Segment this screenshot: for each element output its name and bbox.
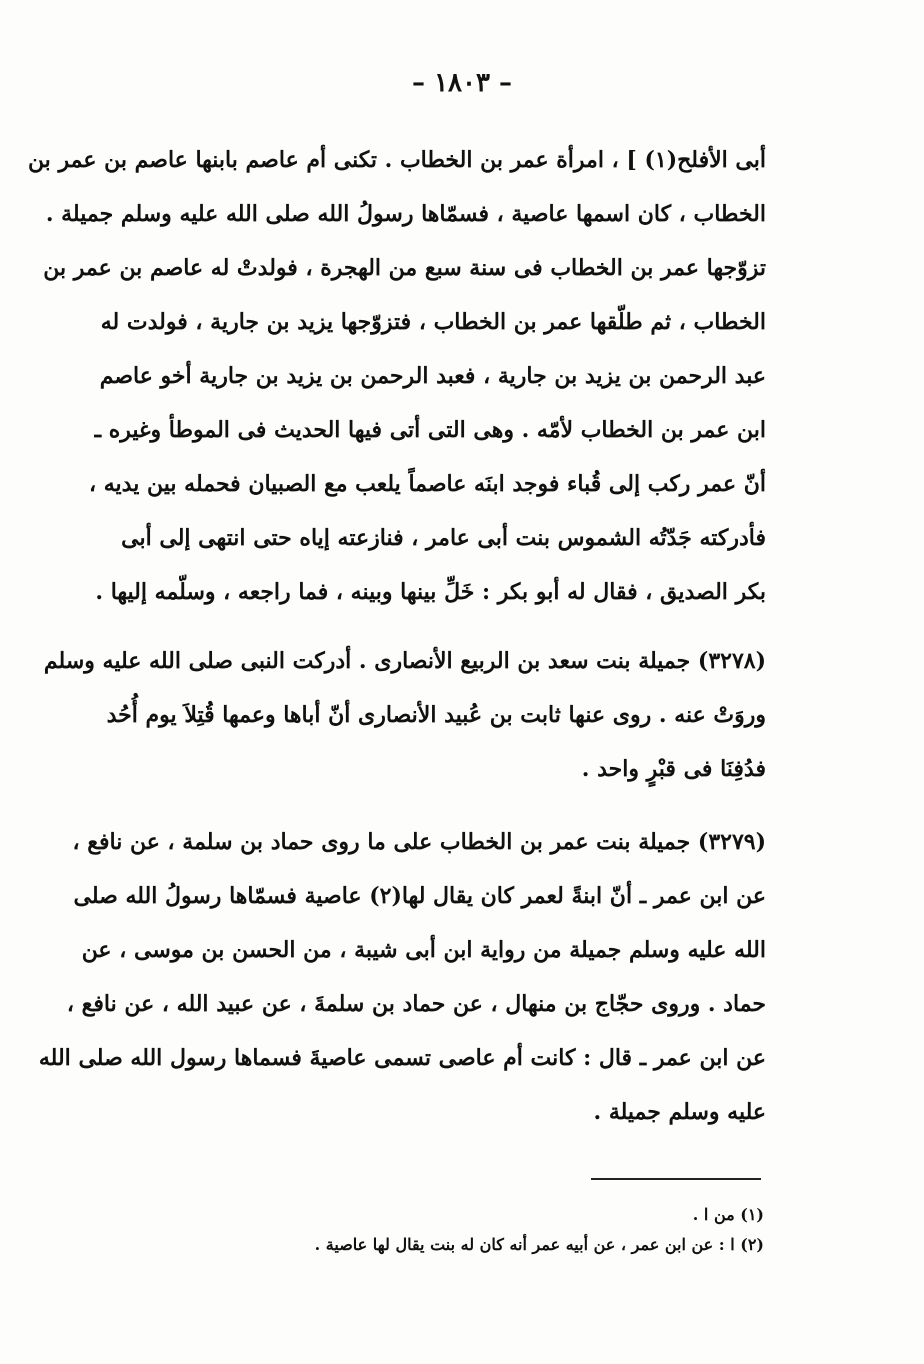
page-number: – ١٨٠٣ – (412, 68, 512, 98)
paragraph-umm-asim (27, 133, 766, 619)
footnote-2: (٢) ا : عن ابن عمر ، عن أبيه عمر أنه كان له بنت يقال لها عاصية . (314, 1235, 764, 1254)
footnote-divider (591, 1178, 761, 1180)
text-line: الله عليه وسلم جميلة من رواية ابن أبى شيبة ، من الحسن بن موسى ، عن (81, 937, 766, 963)
text-line: تزوّجها عمر بن الخطاب فى سنة سبع من الهجرة ، فولدتْ له عاصم بن عمر بن (43, 255, 766, 281)
text-line: فأدركته جَدّتُه الشموس بنت أبى عامر ، فنازعته إياه حتى انتهى إلى أبى (121, 525, 766, 551)
text-line: فدُفِنَا فى قبْرٍ واحد . (581, 756, 766, 782)
text-line: الخطاب ، كان اسمها عاصية ، فسمّاها رسولُ الله صلى الله عليه وسلم جميلة . (45, 201, 766, 227)
entry-3278 (43, 634, 766, 796)
text-line: عن ابن عمر ـ أنّ ابنةً لعمر كان يقال لها(٢) عاصية فسمّاها رسولُ الله صلى (73, 883, 766, 909)
text-line: عبد الرحمن بن يزيد بن جارية ، فعبد الرحمن بن يزيد بن جارية أخو عاصم (99, 363, 766, 389)
footnote-1: (١) من ا . (692, 1205, 764, 1224)
text-line: (٣٢٧٩) جميلة بنت عمر بن الخطاب على ما روى حماد بن سلمة ، عن نافع ، (72, 829, 766, 855)
text-line: بكر الصديق ، فقال له أبو بكر : خَلِّ بينها وبينه ، فما راجعه ، وسلّمه إليها . (95, 579, 766, 605)
entry-3279 (38, 815, 766, 1139)
footnotes (270, 1200, 764, 1260)
text-line: أنّ عمر ركب إلى قُباء فوجد ابنَه عاصماً يلعب مع الصبيان فحمله بين يديه ، (88, 471, 766, 497)
text-line: ابن عمر بن الخطاب لأمّه . وهى التى أتى فيها الحديث فى الموطأ وغيره ـ (94, 417, 766, 443)
text-line: وروَتْ عنه . روى عنها ثابت بن عُبيد الأنصارى أنّ أباها وعمها قُتِلاَ يوم أُحُد (106, 702, 766, 728)
text-line: أبى الأفلح(١) ] ، امرأة عمر بن الخطاب . تكنى أم عاصم بابنها عاصم بن عمر بن (27, 147, 766, 173)
text-line: حماد . وروى حجّاج بن منهال ، عن حماد بن سلمةَ ، عن عبيد الله ، عن نافع ، (66, 991, 766, 1017)
text-line: عليه وسلم جميلة . (593, 1099, 766, 1125)
text-line: الخطاب ، ثم طلّقها عمر بن الخطاب ، فتزوّجها يزيد بن جارية ، فولدت له (100, 309, 766, 335)
text-line: عن ابن عمر ـ قال : كانت أم عاصى تسمى عاصيةَ فسماها رسول الله صلى الله (38, 1045, 766, 1071)
text-line: (٣٢٧٨) جميلة بنت سعد بن الربيع الأنصارى . أدركت النبى صلى الله عليه وسلم (43, 648, 766, 674)
